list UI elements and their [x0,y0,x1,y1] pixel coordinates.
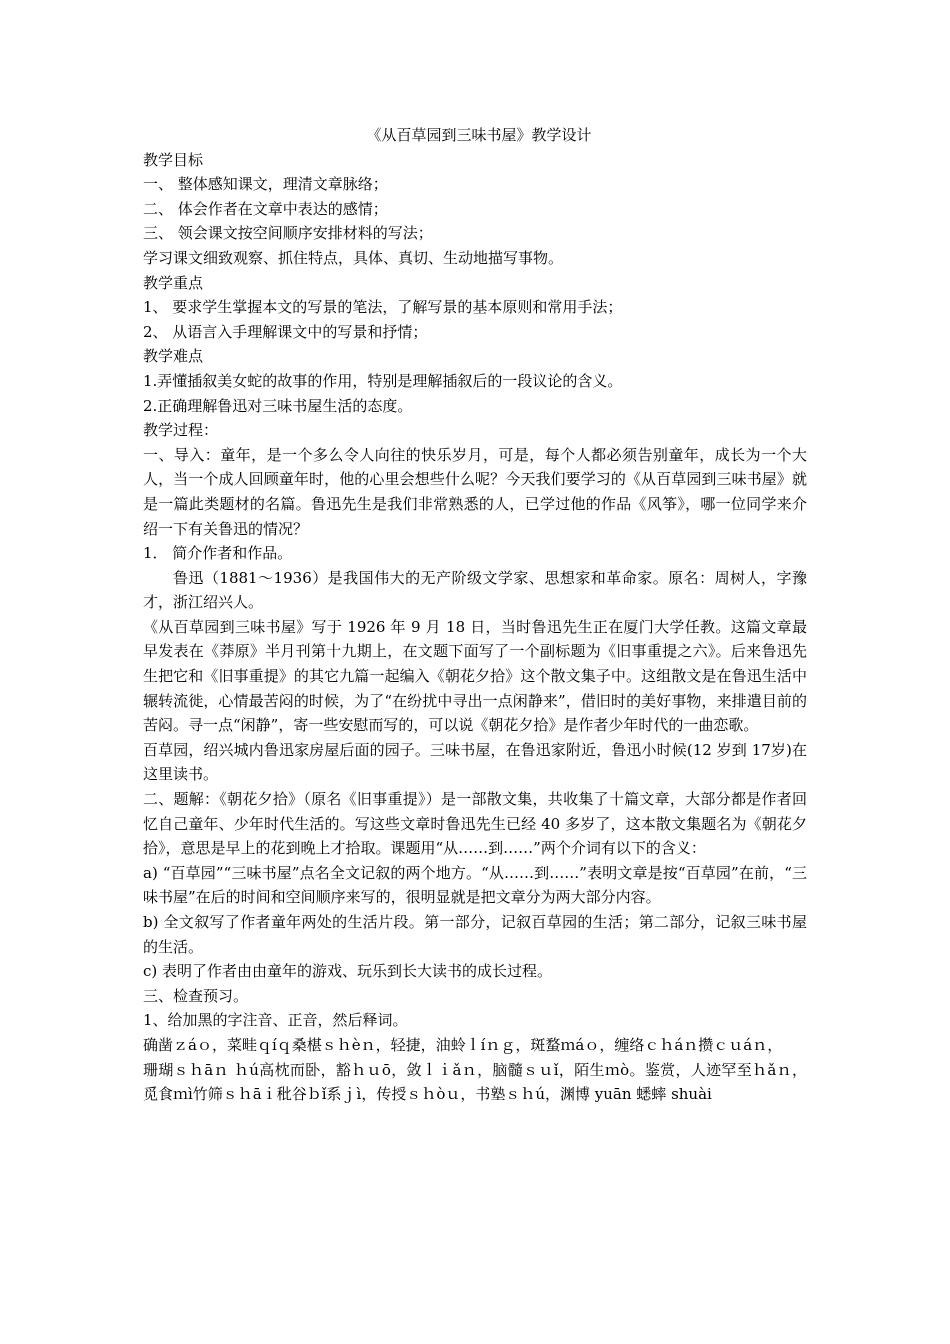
preview-heading: 三、检查预习。 [143,986,249,1005]
step1-heading: 1． 简介作者和作品。 [143,544,293,563]
meaning-a-paragraph: a) “百草园”“三味书屋”点名全文记叙的两个地方。“从……到……”表明文章是按“百草园”在前，“三味书屋”在后的时间和空间顺序来写的，很明显就是把文章分为两大部分内容。 [143,863,807,907]
objective-item-2: 二、 体会作者在文章中表达的感情； [143,199,388,218]
author-paragraph: 鲁迅（1881～1936）是我国伟大的无产阶级文学家、思想家和革命家。原名：周树人，字豫才，浙江绍兴人。 [143,568,807,612]
objective-item-3: 三、 领会课文按空间顺序安排材料的写法； [143,224,433,243]
process-heading: 教学过程： [143,421,219,440]
difficulty-item-1: 1.弄懂插叙美女蛇的故事的作用，特别是理解插叙后的一段议论的含义。 [143,371,623,390]
objectives-heading: 教学目标 [143,150,204,169]
document-title: 《从百草园到三味书屋》教学设计 [366,126,592,144]
preview-task: 1、给加黑的字注音、正音，然后释词。 [143,1011,408,1030]
difficulties-heading: 教学难点 [143,347,204,366]
key-point-item-1: 1、 要求学生掌握本文的写景的笔法，了解写景的基本原则和常用手法； [143,298,623,317]
key-points-heading: 教学重点 [143,273,204,292]
title-explain-paragraph: 二、题解：《朝花夕拾》（原名《旧事重提》）是一部散文集，共收集了十篇文章，大部分都是作者回忆自己童年、少年时代生活的。写这些文章时鲁迅先生已经 40 多岁了，这本散文集题名为《朝花夕拾》，意思是早上的花到晚上才拾取。课题用“从……到……”两个介词有以下的含义： [143,790,807,858]
places-paragraph: 百草园，绍兴城内鲁迅家房屋后面的园子。三味书屋，在鲁迅家附近，鲁迅小时候(12 岁到 17岁)在这里读书。 [143,740,807,784]
document-page [143,123,807,1107]
pinyin-paragraph-1: 确凿ｚáｏ，菜畦ｑíｑ桑椹ｓｈèｎ，轻捷，油蛉ｌíｎｇ，斑蝥ｍáｏ，缠络ｃｈáｎ攒ｃｕáｎ， [143,1035,783,1054]
difficulty-item-2: 2.正确理解鲁迅对三味书屋生活的态度。 [143,396,413,415]
objective-item-4: 学习课文细致观察、抓住特点，具体、真切、生动地描写事物。 [143,248,564,267]
objective-item-1: 一、 整体感知课文，理清文章脉络； [143,175,388,194]
pinyin-paragraph-2: 珊瑚ｓｈāｎ ｈú高枕而卧，豁ｈｕō，敛ｌｉǎｎ，脑髓ｓｕǐ，陌生ｍò。鉴赏，人迹罕至ｈǎｎ，觅食ｍì竹筛ｓｈāｉ秕谷ｂǐ系ｊì，传授ｓｈòｕ，书塾ｓｈú，渊博 yuān 蟋蟀 shuài [143,1060,807,1104]
key-point-item-2: 2、 从语言入手理解课文中的写景和抒情； [143,322,428,341]
intro-paragraph: 一、导入：童年，是一个多么令人向往的快乐岁月，可是，每个人都必须告别童年，成长为一个大人，当一个成人回顾童年时，他的心里会想些什么呢？今天我们要学习的《从百草园到三味书屋》就是一篇此类题材的名篇。鲁迅先生是我们非常熟悉的人，已学过他的作品《风筝》，哪一位同学来介绍一下有关鲁迅的情况？ [143,445,807,538]
work-paragraph: 《从百草园到三味书屋》写于 1926 年 9 月 18 日，当时鲁迅先生正在厦门大学任教。这篇文章最早发表在《莽原》半月刊第十九期上，在文题下面写了一个副标题为《旧事重提之六》。后来鲁迅先生把它和《旧事重提》的其它九篇一起编入《朝花夕拾》这个散文集子中。这组散文是在鲁迅生活中辗转流徙，心情最苦闷的时候，为了“在纷扰中寻出一点闲静来”，借旧时的美好事物，来排遣目前的苦闷。寻一点“闲静”，寄一些安慰而写的，可以说《朝花夕拾》是作者少年时代的一曲恋歌。 [143,617,807,735]
meaning-b-paragraph: b) 全文叙写了作者童年两处的生活片段。第一部分，记叙百草园的生活；第二部分，记叙三味书屋的生活。 [143,913,807,956]
meaning-c-paragraph: c) 表明了作者由由童年的游戏、玩乐到长大读书的成长过程。 [143,962,553,981]
